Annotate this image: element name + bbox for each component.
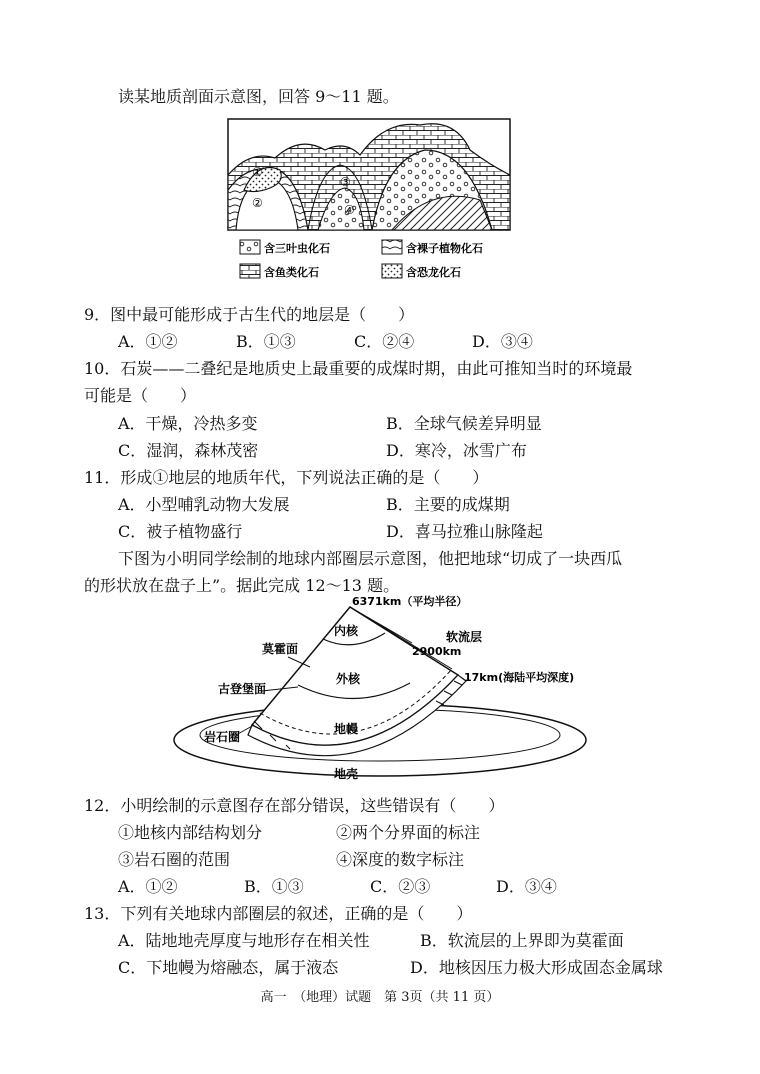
legend-gymnosperm: 含裸子植物化石 [406,242,483,255]
q12-item-4: ④深度的数字标注 [336,850,465,869]
label-outer-core: 外核 [336,672,361,686]
label-lithosphere: 岩石圈 [204,730,241,744]
q12-option-a: A．①② [118,877,178,896]
legend-trilobite: 含三叶虫化石 [264,242,330,255]
intro-earth-line1: 下图为小明同学绘制的地球内部圈层示意图，他把地球“切成了一块西瓜 [118,549,623,568]
q9-option-c: C．②④ [354,332,415,351]
label-depth-17: 17km(海陆平均深度) [464,671,575,684]
q10-option-c: C．湿润，森林茂密 [118,441,259,460]
legend-swatch-dinosaur [382,264,402,278]
q12-item-1: ①地核内部结构划分 [118,823,263,842]
q12-item-2: ②两个分界面的标注 [336,823,481,842]
q10-option-b: B．全球气候差异明显 [386,414,542,433]
q9-option-b: B．①③ [236,332,296,351]
q9-stem: 9．图中最可能形成于古生代的地层是（ ） [84,305,415,324]
q9-option-d: D．③④ [472,332,533,351]
q11-option-b: B．主要的成煤期 [386,495,510,514]
layer-label-1: ① [252,165,263,179]
geologic-section-diagram [0,0,760,300]
q13-option-d: D．地核因压力极大形成固态金属球 [410,958,663,977]
earth-interior-diagram [0,595,760,795]
legend-dinosaur: 含恐龙化石 [406,266,461,279]
q12-item-3: ③岩石圈的范围 [118,850,231,869]
layer-label-4: ④ [344,203,355,217]
label-mantle: 地幔 [334,722,359,736]
layer-label-2: ② [252,196,263,210]
intro-earth-line2: 的形状放在盘子上”。据此完成 12～13 题。 [84,576,400,595]
q13-option-c: C．下地幔为熔融态，属于液态 [118,958,339,977]
q10-stem-line2: 可能是（ ） [84,386,197,405]
q12-stem: 12．小明绘制的示意图存在部分错误，这些错误有（ ） [84,796,505,815]
q11-option-d: D．喜马拉雅山脉隆起 [386,522,543,541]
label-radius: 6371km（平均半径） [352,595,468,608]
q12-option-c: C．②③ [370,877,431,896]
q13-stem: 13．下列有关地球内部圈层的叙述，正确的是（ ） [84,904,473,923]
label-inner-core: 内核 [334,624,359,638]
q12-option-d: D．③④ [496,877,557,896]
label-moho: 莫霍面 [262,642,299,656]
legend-swatch-trilobite [240,240,260,254]
legend-swatch-fish [240,264,260,278]
intro-geologic-section: 读某地质剖面示意图，回答 9～11 题。 [118,87,399,106]
q13-option-a: A．陆地地壳厚度与地形存在相关性 [118,931,370,950]
label-depth-2900: 2900km [412,645,462,658]
label-crust: 地壳 [334,767,359,781]
q10-stem-line1: 10．石炭——二叠纪是地质史上最重要的成煤时期，由此可推知当时的环境最 [84,359,633,378]
q12-option-b: B．①③ [244,877,304,896]
label-gutenberg: 古登堡面 [218,682,267,696]
layer-label-3: ③ [340,175,351,189]
label-asthenosphere: 软流层 [446,630,483,644]
q10-option-d: D．寒冷，冰雪广布 [386,441,527,460]
q11-option-c: C．被子植物盛行 [118,522,243,541]
q10-option-a: A．干燥，冷热多变 [118,414,258,433]
legend-fish: 含鱼类化石 [264,266,319,279]
q13-option-b: B．软流层的上界即为莫霍面 [420,931,624,950]
legend-swatch-gymnosperm [382,240,402,254]
page-footer: 高一 （地理）试题 第 3页（共 11 页） [260,990,500,1005]
q9-option-a: A．①② [118,332,178,351]
q11-option-a: A．小型哺乳动物大发展 [118,495,290,514]
q11-stem: 11．形成①地层的地质年代，下列说法正确的是（ ） [84,468,489,487]
